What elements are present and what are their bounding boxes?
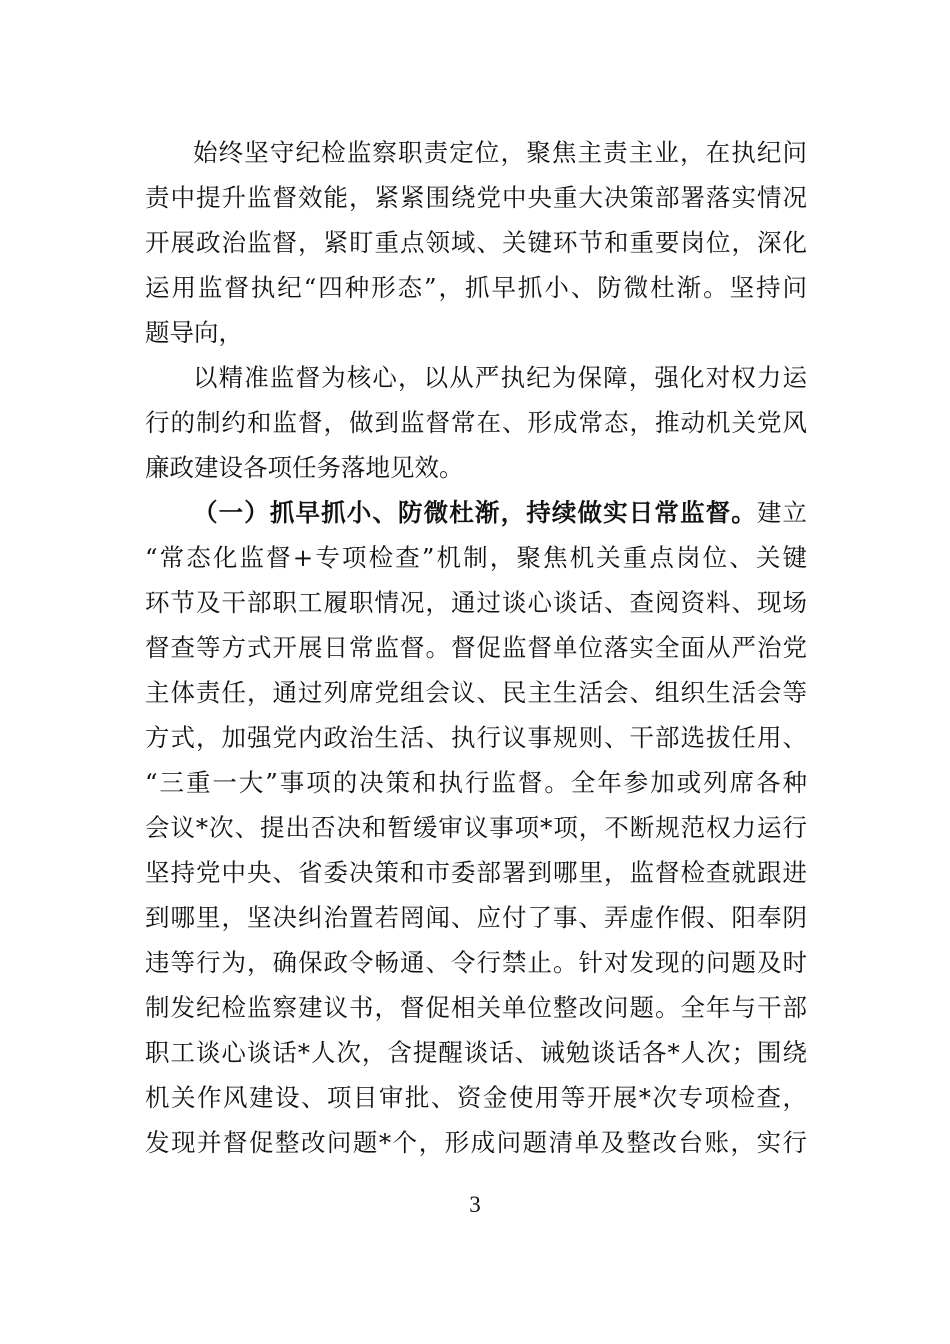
paragraph-1-line-4: 运用监督执纪“四种形态”，抓早抓小、防微杜渐。坚持问 (145, 273, 807, 302)
paragraph-3-line-12: 制发纪检监察建议书，督促相关单位整改问题。全年与干部 (145, 993, 807, 1022)
paragraph-3-line-6: 方式，加强党内政治生活、执行议事规则、干部选拔任用、 (145, 723, 807, 752)
paragraph-3-line-15: 发现并督促整改问题*个，形成问题清单及整改台账，实行 (145, 1128, 807, 1157)
paragraph-3-line-14: 机关作风建设、项目审批、资金使用等开展*次专项检查， (145, 1083, 807, 1112)
paragraph-3-line-7: “三重一大”事项的决策和执行监督。全年参加或列席各种 (145, 768, 807, 797)
section-heading-line (193, 493, 807, 533)
paragraph-3-line-8: 会议*次、提出否决和暂缓审议事项*项，不断规范权力运行 (145, 813, 807, 842)
paragraph-3-line-10: 到哪里，坚决纠治置若罔闻、应付了事、弄虚作假、阳奉阴 (145, 903, 807, 932)
paragraph-1-line-5: 题导向， (145, 318, 243, 347)
paragraph-3-line-4: 督查等方式开展日常监督。督促监督单位落实全面从严治党 (145, 633, 807, 662)
paragraph-1-line-3: 开展政治监督，紧盯重点领域、关键环节和重要岗位，深化 (145, 228, 807, 257)
paragraph-3-line-2: “常态化监督+专项检查”机制，聚焦机关重点岗位、关键 (145, 543, 807, 572)
paragraph-2-line-1: 以精准监督为核心，以从严执纪为保障，强化对权力运 (193, 363, 807, 392)
page-number: 3 (469, 1192, 481, 1217)
section-heading: （一）抓早抓小、防微杜渐，持续做实日常监督。 (193, 498, 757, 527)
paragraph-1-line-1: 始终坚守纪检监察职责定位，聚焦主责主业，在执纪问 (193, 138, 807, 167)
paragraph-3-line-5: 主体责任，通过列席党组会议、民主生活会、组织生活会等 (145, 678, 807, 707)
paragraph-3-line-13: 职工谈心谈话*人次，含提醒谈话、诫勉谈话各*人次；围绕 (145, 1038, 807, 1067)
paragraph-3-line-11: 违等行为，确保政令畅通、令行禁止。针对发现的问题及时 (145, 948, 807, 977)
paragraph-3-line-9: 坚持党中央、省委决策和市委部署到哪里，监督检查就跟进 (145, 858, 807, 887)
paragraph-1-line-2: 责中提升监督效能，紧紧围绕党中央重大决策部署落实情况 (145, 183, 807, 212)
paragraph-3-line-3: 环节及干部职工履职情况，通过谈心谈话、查阅资料、现场 (145, 588, 807, 617)
paragraph-2-line-3: 廉政建设各项任务落地见效。 (145, 453, 464, 482)
section-heading-rest: 建立 (756, 498, 808, 527)
paragraph-2-line-2: 行的制约和监督，做到监督常在、形成常态，推动机关党风 (145, 408, 807, 437)
